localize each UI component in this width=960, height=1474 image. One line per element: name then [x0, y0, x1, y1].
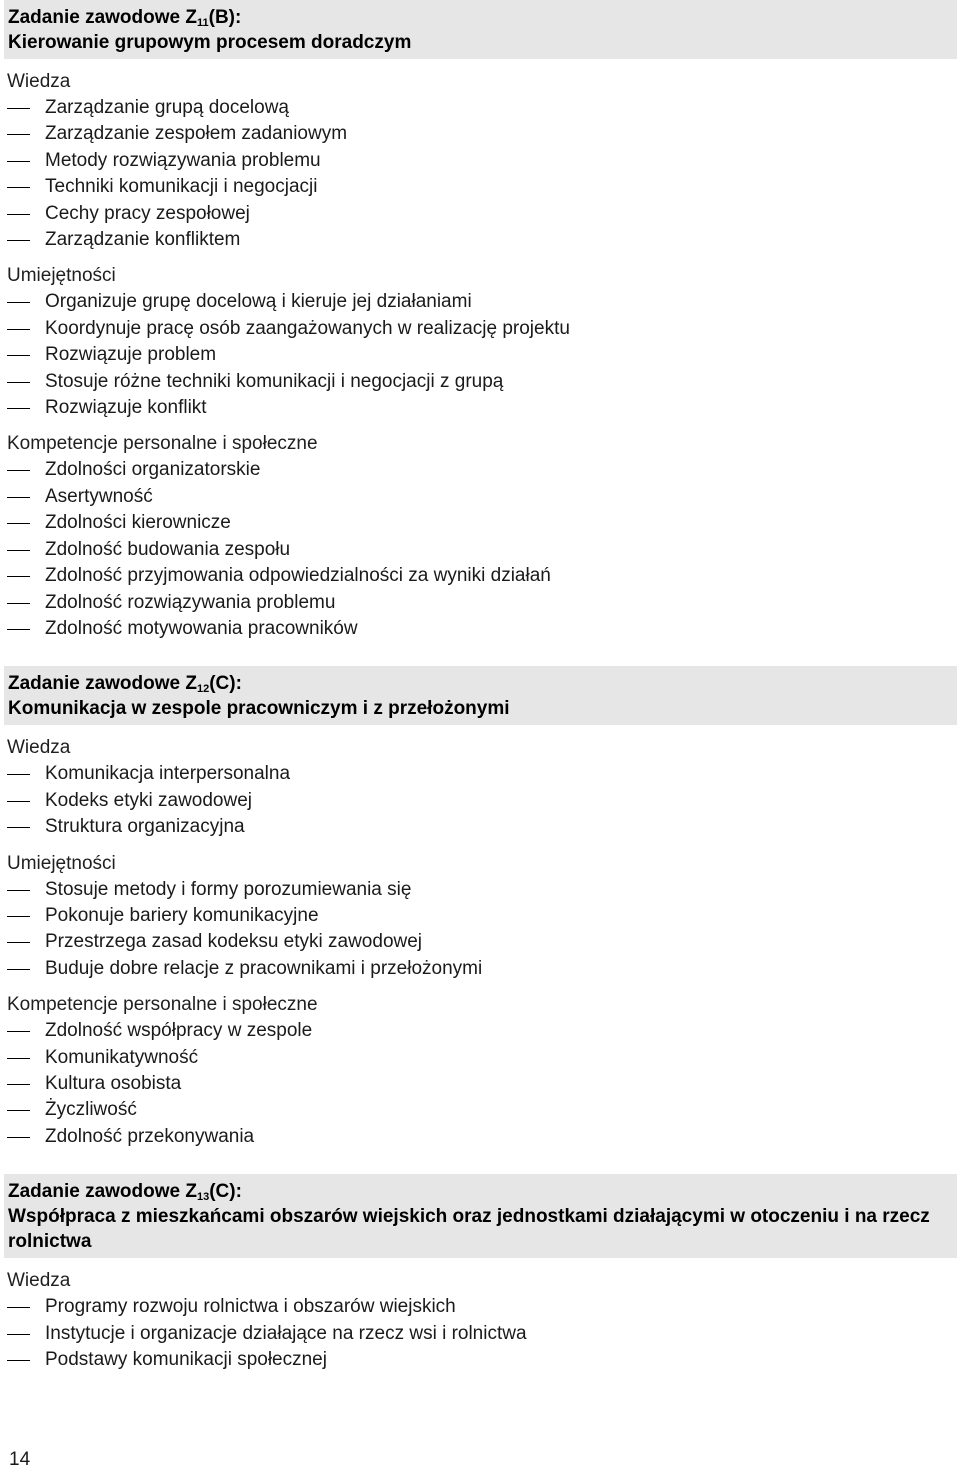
dash-bullet-icon [7, 240, 30, 241]
list-item [0, 457, 960, 483]
dash-bullet-icon [7, 550, 30, 551]
dash-bullet-icon [7, 214, 30, 215]
list-item [0, 788, 960, 814]
list-item-text: Życzliwość [45, 1099, 137, 1121]
task-title: Współpraca z mieszkańcami obszarów wiejskich oraz jednostkami działającymi w otoczeniu i na rzecz rolnictwa [8, 1206, 930, 1253]
list-item-text: Rozwiązuje problem [45, 344, 217, 366]
list-item [0, 484, 960, 510]
task-block [0, 0, 960, 642]
list-item [0, 1045, 960, 1071]
list-item-text: Komunikacja interpersonalna [45, 763, 291, 785]
task-number: 12 [196, 683, 210, 696]
section-heading: Kompetencje personalne i społeczne [7, 994, 318, 1016]
list-item [0, 1347, 960, 1373]
list-item-text: Przestrzega zasad kodeksu etyki zawodowej [45, 931, 423, 953]
task-code [8, 5, 953, 30]
dash-bullet-icon [7, 161, 30, 162]
dash-bullet-icon [7, 1110, 30, 1111]
list-item [0, 616, 960, 642]
list-item [0, 174, 960, 200]
list-item [0, 342, 960, 368]
list-item-text: Kodeks etyki zawodowej [45, 789, 252, 811]
list-item [0, 369, 960, 395]
item-list [0, 1018, 960, 1150]
list-item [0, 201, 960, 227]
list-item-text: Zdolność budowania zespołu [45, 538, 291, 560]
item-list [0, 95, 960, 253]
list-item-text: Metody rozwiązywania problemu [45, 149, 321, 171]
page-number: 14 [9, 1449, 31, 1470]
list-item [0, 1018, 960, 1044]
dash-bullet-icon [7, 187, 30, 188]
list-item-text: Kultura osobista [45, 1072, 182, 1094]
list-item-text: Stosuje różne techniki komunikacji i negocjacji z grupą [45, 370, 504, 392]
list-item [0, 877, 960, 903]
list-item [0, 121, 960, 147]
dash-bullet-icon [7, 355, 30, 356]
list-item [0, 1321, 960, 1347]
section-heading: Umiejętności [7, 265, 116, 287]
list-item [0, 814, 960, 840]
dash-bullet-icon [7, 523, 30, 524]
task-number: 13 [196, 1191, 210, 1204]
list-item-text: Asertywność [45, 485, 153, 507]
list-item-text: Programy rozwoju rolnictwa i obszarów wiejskich [45, 1296, 456, 1318]
dash-bullet-icon [7, 603, 30, 604]
dash-bullet-icon [7, 890, 30, 891]
dash-bullet-icon [7, 108, 30, 109]
list-item [0, 761, 960, 787]
list-item-text: Stosuje metody i formy porozumiewania się [45, 878, 412, 900]
task-header [4, 0, 957, 59]
dash-bullet-icon [7, 801, 30, 802]
item-list [0, 457, 960, 642]
task-block [0, 1174, 960, 1373]
dash-bullet-icon [7, 1360, 30, 1361]
list-item-text: Rozwiązuje konflikt [45, 397, 207, 419]
dash-bullet-icon [7, 382, 30, 383]
list-item [0, 537, 960, 563]
list-item [0, 956, 960, 982]
list-item [0, 316, 960, 342]
section-heading: Wiedza [7, 71, 71, 92]
list-item [0, 95, 960, 121]
list-item-text: Zdolność rozwiązywania problemu [45, 591, 336, 613]
task-suffix: (B): [208, 7, 242, 28]
task-block [0, 666, 960, 1150]
item-list [0, 1294, 960, 1373]
dash-bullet-icon [7, 1084, 30, 1085]
item-list [0, 877, 960, 983]
dash-bullet-icon [7, 329, 30, 330]
list-item-text: Zdolności organizatorskie [45, 459, 261, 481]
dash-bullet-icon [7, 1058, 30, 1059]
list-item-text: Zarządzanie zespołem zadaniowym [45, 123, 348, 145]
list-item [0, 1124, 960, 1150]
list-item-text: Koordynuje pracę osób zaangażowanych w realizację projektu [45, 317, 570, 339]
section-heading: Wiedza [7, 1270, 71, 1292]
dash-bullet-icon [7, 1334, 30, 1335]
list-item [0, 590, 960, 616]
list-item-text: Zdolności kierownicze [45, 512, 231, 534]
list-item-text: Podstawy komunikacji społecznej [45, 1349, 327, 1370]
section-heading: Kompetencje personalne i społeczne [7, 433, 318, 455]
list-item [0, 148, 960, 174]
list-item-text: Techniki komunikacji i negocjacji [45, 176, 318, 198]
list-item-text: Zdolność przekonywania [45, 1125, 255, 1147]
dash-bullet-icon [7, 827, 30, 828]
dash-bullet-icon [7, 470, 30, 471]
dash-bullet-icon [7, 1031, 30, 1032]
list-item-text: Komunikatywność [45, 1046, 199, 1068]
dash-bullet-icon [7, 1137, 30, 1138]
task-prefix: Zadanie zawodowe Z [8, 7, 197, 28]
dash-bullet-icon [7, 916, 30, 917]
list-item [0, 903, 960, 929]
dash-bullet-icon [7, 629, 30, 630]
item-list [0, 761, 960, 840]
section-heading: Umiejętności [7, 852, 116, 874]
list-item [0, 227, 960, 253]
dash-bullet-icon [7, 408, 30, 409]
dash-bullet-icon [7, 302, 30, 303]
task-suffix: (C): [209, 1181, 242, 1203]
list-item-text: Zdolność współpracy w zespole [45, 1020, 313, 1042]
task-number: 11 [196, 17, 209, 29]
list-item-text: Instytucje i organizacje działające na rzecz wsi i rolnictwa [45, 1322, 527, 1344]
list-item [0, 510, 960, 536]
list-item [0, 1071, 960, 1097]
list-item [0, 929, 960, 955]
dash-bullet-icon [7, 942, 30, 943]
dash-bullet-icon [7, 497, 30, 498]
item-list [0, 289, 960, 421]
dash-bullet-icon [7, 134, 30, 135]
dash-bullet-icon [7, 576, 30, 577]
list-item [0, 289, 960, 315]
task-header [4, 1174, 957, 1258]
list-item [0, 563, 960, 589]
list-item-text: Struktura organizacyjna [45, 816, 245, 838]
list-item-text: Pokonuje bariery komunikacyjne [45, 904, 319, 926]
list-item [0, 395, 960, 421]
list-item-text: Organizuje grupę docelową i kieruje jej działaniami [45, 291, 472, 313]
task-header [4, 666, 957, 725]
list-item-text: Zdolność przyjmowania odpowiedzialności za wyniki działań [45, 565, 551, 587]
list-item [0, 1097, 960, 1123]
list-item-text: Zarządzanie grupą docelową [45, 97, 289, 118]
section-heading: Wiedza [7, 737, 71, 759]
dash-bullet-icon [7, 1307, 30, 1308]
task-code [8, 1179, 953, 1204]
task-prefix: Zadanie zawodowe Z [8, 673, 197, 695]
list-item-text: Buduje dobre relacje z pracownikami i przełożonymi [45, 957, 483, 979]
list-item [0, 1294, 960, 1320]
task-title: Kierowanie grupowym procesem doradczym [8, 32, 412, 53]
list-item-text: Zarządzanie konfliktem [45, 229, 241, 251]
task-prefix: Zadanie zawodowe Z [8, 1181, 197, 1203]
task-suffix: (C): [209, 673, 242, 695]
list-item-text: Zdolność motywowania pracowników [45, 617, 358, 639]
task-title: Komunikacja w zespole pracowniczym i z przełożonymi [8, 698, 510, 720]
task-code [8, 671, 953, 696]
dash-bullet-icon [7, 969, 30, 970]
list-item-text: Cechy pracy zespołowej [45, 202, 250, 224]
dash-bullet-icon [7, 774, 30, 775]
